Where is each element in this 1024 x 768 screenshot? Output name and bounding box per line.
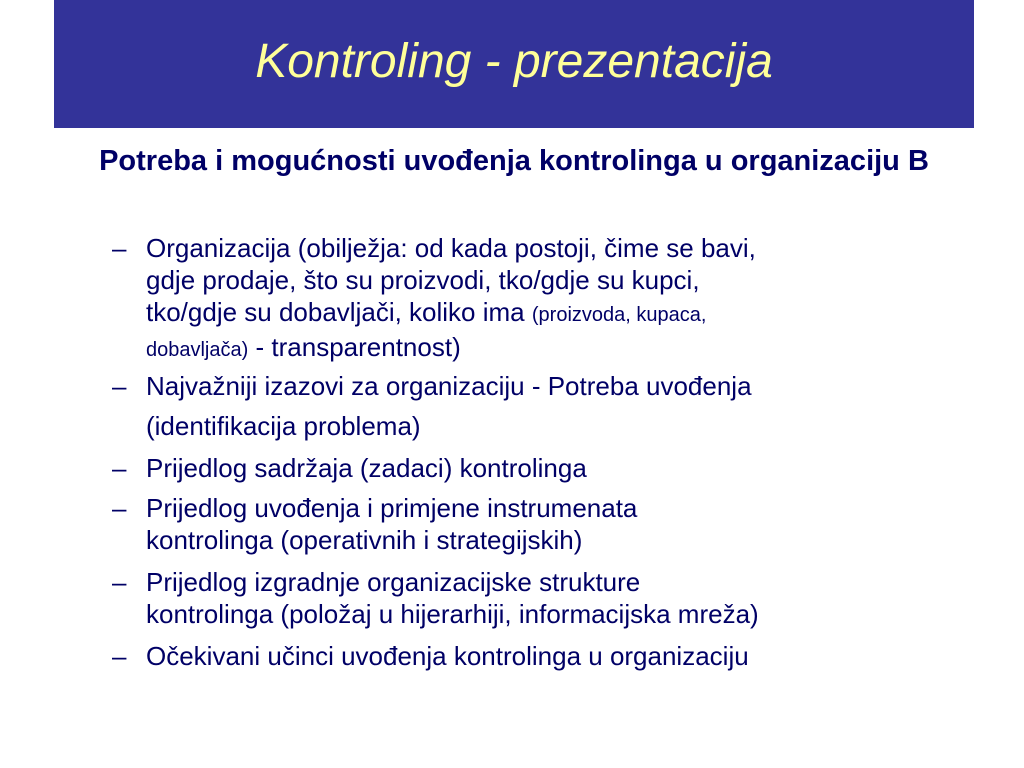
- bullet-dash: –: [112, 567, 127, 597]
- item-text: tko/gdje su dobavljači, koliko ima: [146, 297, 525, 327]
- slide-subtitle: Potreba i mogućnosti uvođenja kontrolinga u organizaciju B: [99, 145, 929, 177]
- slide-title: Kontroling - prezentacija: [255, 35, 773, 88]
- item-small-text: (proizvoda, kupaca,: [531, 304, 707, 326]
- item-line: Najvažniji izazovi za organizaciju - Potreba uvođenja: [146, 371, 752, 401]
- bullet-dash: –: [112, 641, 127, 671]
- item-line: [146, 296, 972, 331]
- item-line: Prijedlog sadržaja (zadaci) kontrolinga: [146, 453, 587, 483]
- list-item: [112, 492, 972, 556]
- item-line: Prijedlog izgradnje organizacijske strukture: [146, 567, 641, 597]
- list-item: [112, 640, 972, 672]
- list-item: [112, 452, 972, 484]
- bullet-dash: –: [112, 493, 127, 523]
- title-bar: [54, 0, 974, 128]
- item-small-text: dobavljača): [146, 339, 249, 361]
- item-line: Prijedlog uvođenja i primjene instrumenata: [146, 493, 638, 523]
- item-line: Organizacija (obilježja: od kada postoji, čime se bavi,: [146, 233, 756, 263]
- item-text: - transparentnost): [255, 332, 461, 362]
- item-line: Očekivani učinci uvođenja kontrolinga u organizaciju: [146, 641, 749, 671]
- item-line: (identifikacija problema): [146, 411, 421, 441]
- item-line: kontrolinga (operativnih i strategijskih): [146, 525, 583, 555]
- bullet-dash: –: [112, 453, 127, 483]
- list-item: [112, 566, 972, 630]
- bullet-dash: –: [112, 371, 127, 401]
- item-line: gdje prodaje, što su proizvodi, tko/gdje su kupci,: [146, 265, 700, 295]
- list-item: [112, 370, 972, 442]
- list-item: [112, 232, 972, 366]
- bullet-dash: –: [112, 233, 127, 263]
- item-line: kontrolinga (položaj u hijerarhiji, informacijska mreža): [146, 599, 759, 629]
- item-line: [146, 331, 972, 366]
